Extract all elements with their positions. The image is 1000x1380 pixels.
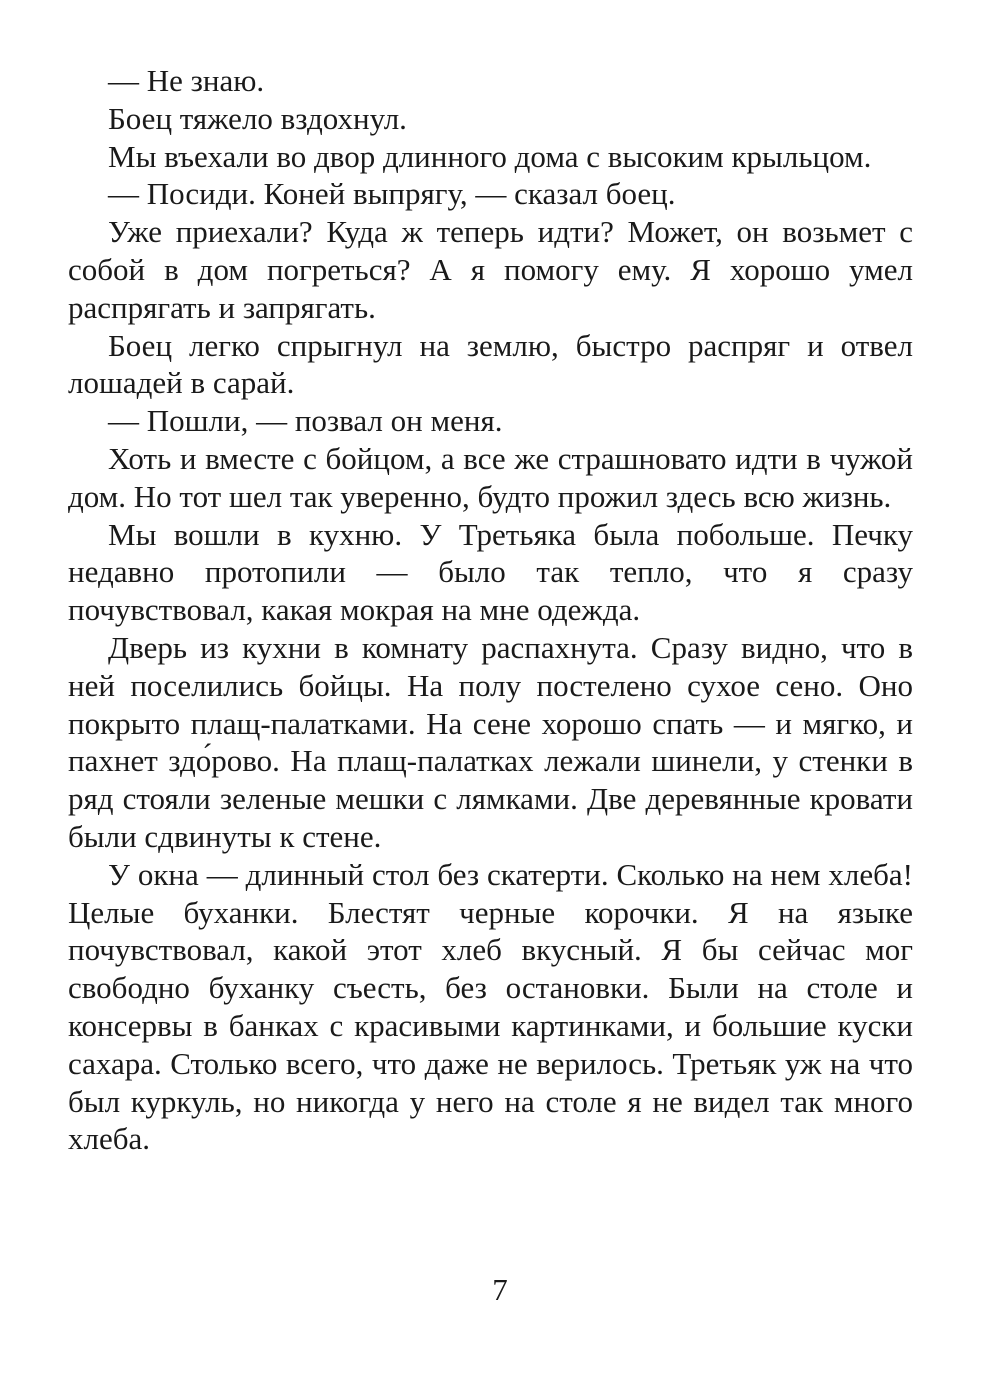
page-body [68, 62, 913, 1158]
paragraph: Боец легко спрыгнул на землю, быстро распряг и отвел лошадей в сарай. [68, 327, 913, 401]
paragraph: Мы вошли в кухню. У Третьяка была побольше. Печку недавно протопили — было так тепло, что я сразу почувствовал, какая мокрая на мне одежда. [68, 516, 913, 628]
paragraph: Хоть и вместе с бойцом, а все же страшновато идти в чужой дом. Но тот шел так уверенно, будто прожил здесь всю жизнь. [68, 440, 913, 514]
page-number: 7 [492, 1272, 508, 1307]
paragraph: Мы въехали во двор длинного дома с высоким крыльцом. [108, 138, 872, 174]
paragraph: У окна — длинный стол без скатерти. Сколько на нем хлеба! Целые буханки. Блестят черные корочки. Я на языке почувствовал, какой этот хлеб вкусный. Я бы сейчас мог свободно буханку съесть, без остановки. Были на столе и консервы в банках с красивыми картинками, и большие куски сахара. Столько всего, что даже не верилось. Третьяк уж на что был куркуль, но никогда у него на столе я не видел так много хлеба. [68, 856, 913, 1157]
paragraph: Уже приехали? Куда ж теперь идти? Может, он возьмет с собой в дом погреться? А я помогу ему. Я хорошо умел распрягать и запрягать. [68, 214, 913, 325]
paragraph: Дверь из кухни в комнату распахнута. Сразу видно, что в ней поселились бойцы. На полу постелено сухое сено. Оно покрыто плащ-палатками. На сене хорошо спать — и мягко, и пахнет здо́рово. На плащ-палатках лежали шинели, у стенки в ряд стояли зеленые мешки с лямками. Две деревянные кровати были сдвинуты к стене. [68, 629, 913, 854]
paragraph: — Не знаю. [108, 63, 265, 98]
paragraph: Боец тяжело вздохнул. [108, 100, 407, 136]
paragraph: — Посиди. Коней выпрягу, — сказал боец. [108, 176, 676, 212]
paragraph: — Пошли, — позвал он меня. [108, 403, 503, 439]
